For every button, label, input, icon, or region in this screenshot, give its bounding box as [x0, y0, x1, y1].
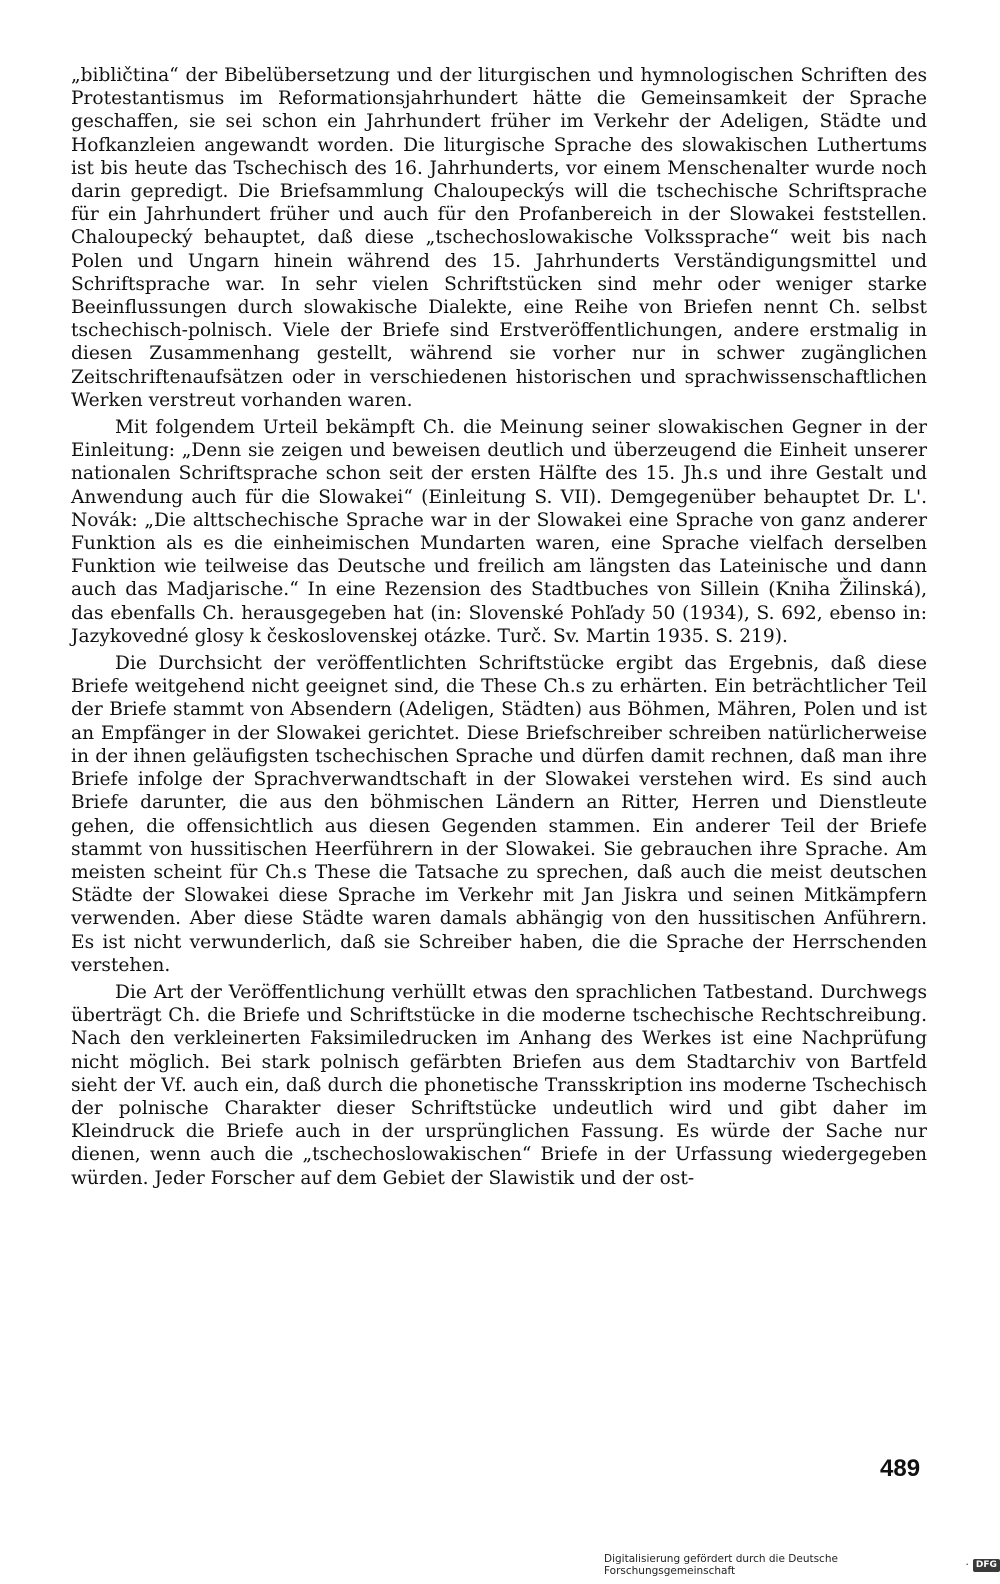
paragraph: Die Durchsicht der veröffentlichten Schriftstücke ergibt das Ergebnis, daß diese Briefe weitgehend nicht geeignet sind, die These Ch.s zu erhärten. Ein beträchtlicher Teil der Briefe stammt von Absendern (Adeligen, Städten) aus Böhmen, Mähren, Polen und ist an Empfänger in der Slowakei gerichtet. Diese Briefschreiber schreiben natürlicherweise in der ihnen geläufigsten tschechischen Sprache und dürfen damit rechnen, daß man ihre Briefe infolge der Sprachverwandtschaft in der Slowakei verstehen wird. Es sind auch Briefe darunter, die aus den böhmischen Ländern an Ritter, Herren und Dienstleute gehen, die offensichtlich aus diesen Gegenden stammen. Ein anderer Teil der Briefe stammt von hussitischen Heerführern in der Slowakei. Sie gebrauchen ihre Sprache. Am meisten scheint für Ch.s These die Tatsache zu sprechen, daß auch die meist deutschen Städte der Slowakei diese Sprache im Verkehr mit Jan Jiskra und seinen Mitkämpfern verwenden. Aber diese Städte waren damals abhängig von den hussitischen Anführern. Es ist nicht verwunderlich, daß sie Schreiber haben, die die Sprache der Herrschenden verstehen.: [71, 653, 927, 976]
paragraph: Mit folgendem Urteil bekämpft Ch. die Meinung seiner slowakischen Gegner in der Einleitung: „Denn sie zeigen und beweisen deutlich und überzeugend die Einheit unserer nationalen Schriftsprache schon seit der ersten Hälfte des 15. Jh.s und ihre Gestalt und Anwendung auch für die Slowakei“ (Einleitung S. VII). Demgegenüber behauptet Dr. L'. Novák: „Die alttschechische Sprache war in der Slowakei eine Sprache von ganz anderer Funktion als es die einheimischen Mundarten waren, eine Sprache vielfach derselben Funktion wie teilweise das Deutsche und freilich am längsten das Lateinische und dann auch das Madjarische.“ In eine Rezension des Stadtbuches von Sillein (Kniha Žilinská), das ebenfalls Ch. herausgegeben hat (in: Slovenské Pohľady 50 (1934), S. 692, ebenso in: Jazykovedné glosy k československej otázke. Turč. Sv. Martin 1935. S. 219).: [71, 417, 927, 647]
digitization-footer: [604, 1553, 1000, 1577]
page-number: 489: [880, 1455, 921, 1482]
paragraph: „bibličtina“ der Bibelübersetzung und der liturgischen und hymnologischen Schriften des Protestantismus im Reformationsjahrhundert hätte die Gemeinsamkeit der Sprache geschaffen, sie sei schon ein Jahrhundert früher im Verkehr der Adeligen, Städte und Hofkanzleien angewandt worden. Die liturgische Sprache des slowakischen Luthertums ist bis heute das Tschechisch des 16. Jahrhunderts, vor einem Menschenalter wurde noch darin gepredigt. Die Briefsammlung Chaloupeckýs will die tschechische Schriftsprache für ein Jahrhundert früher und auch für den Profanbereich in der Slowakei feststellen. Chaloupecký behauptet, daß diese „tschechoslowakische Volkssprache“ weit bis nach Polen und Ungarn hinein während des 15. Jahrhunderts Verständigungsmittel und Schriftsprache war. In sehr vielen Schriftstücken sind mehr oder weniger starke Beeinflussungen durch slowakische Dialekte, eine Reihe von Briefen nennt Ch. selbst tschechisch-polnisch. Viele der Briefe sind Erstveröffentlichungen, andere erstmalig in diesen Zusammenhang gestellt, während sie vorher nur in schwer zugänglichen Zeitschriftenaufsätzen oder in verschiedenen historischen und sprachwissenschaftlichen Werken verstreut vorhanden waren.: [71, 65, 927, 411]
body-text: [71, 64, 927, 1194]
dfg-logo-icon: DFG: [973, 1559, 1000, 1572]
paragraph: Die Art der Veröffentlichung verhüllt etwas den sprachlichen Tatbestand. Durchwegs überträgt Ch. die Briefe und Schriftstücke in die moderne tschechische Rechtschreibung. Nach den verkleinerten Faksimiledrucken im Anhang des Werkes ist eine Nachprüfung nicht möglich. Bei stark polnisch gefärbten Briefen aus dem Stadtarchiv von Bartfeld sieht der Vf. auch ein, daß durch die phonetische Transskription ins moderne Tschechisch der polnische Charakter dieser Schriftstücke undeutlich wird und gibt daher im Kleindruck die Briefe auch in der ursprünglichen Fassung. Es würde der Sache nur dienen, wenn auch die „tschechoslowakischen“ Briefe in der Urfassung wiedergegeben würden. Jeder Forscher auf dem Gebiet der Slawistik und der ost-: [71, 981, 927, 1189]
footer-credit-text: Digitalisierung gefördert durch die Deutsche Forschungsgemeinschaft: [604, 1553, 838, 1577]
separator: ·: [965, 1559, 969, 1571]
